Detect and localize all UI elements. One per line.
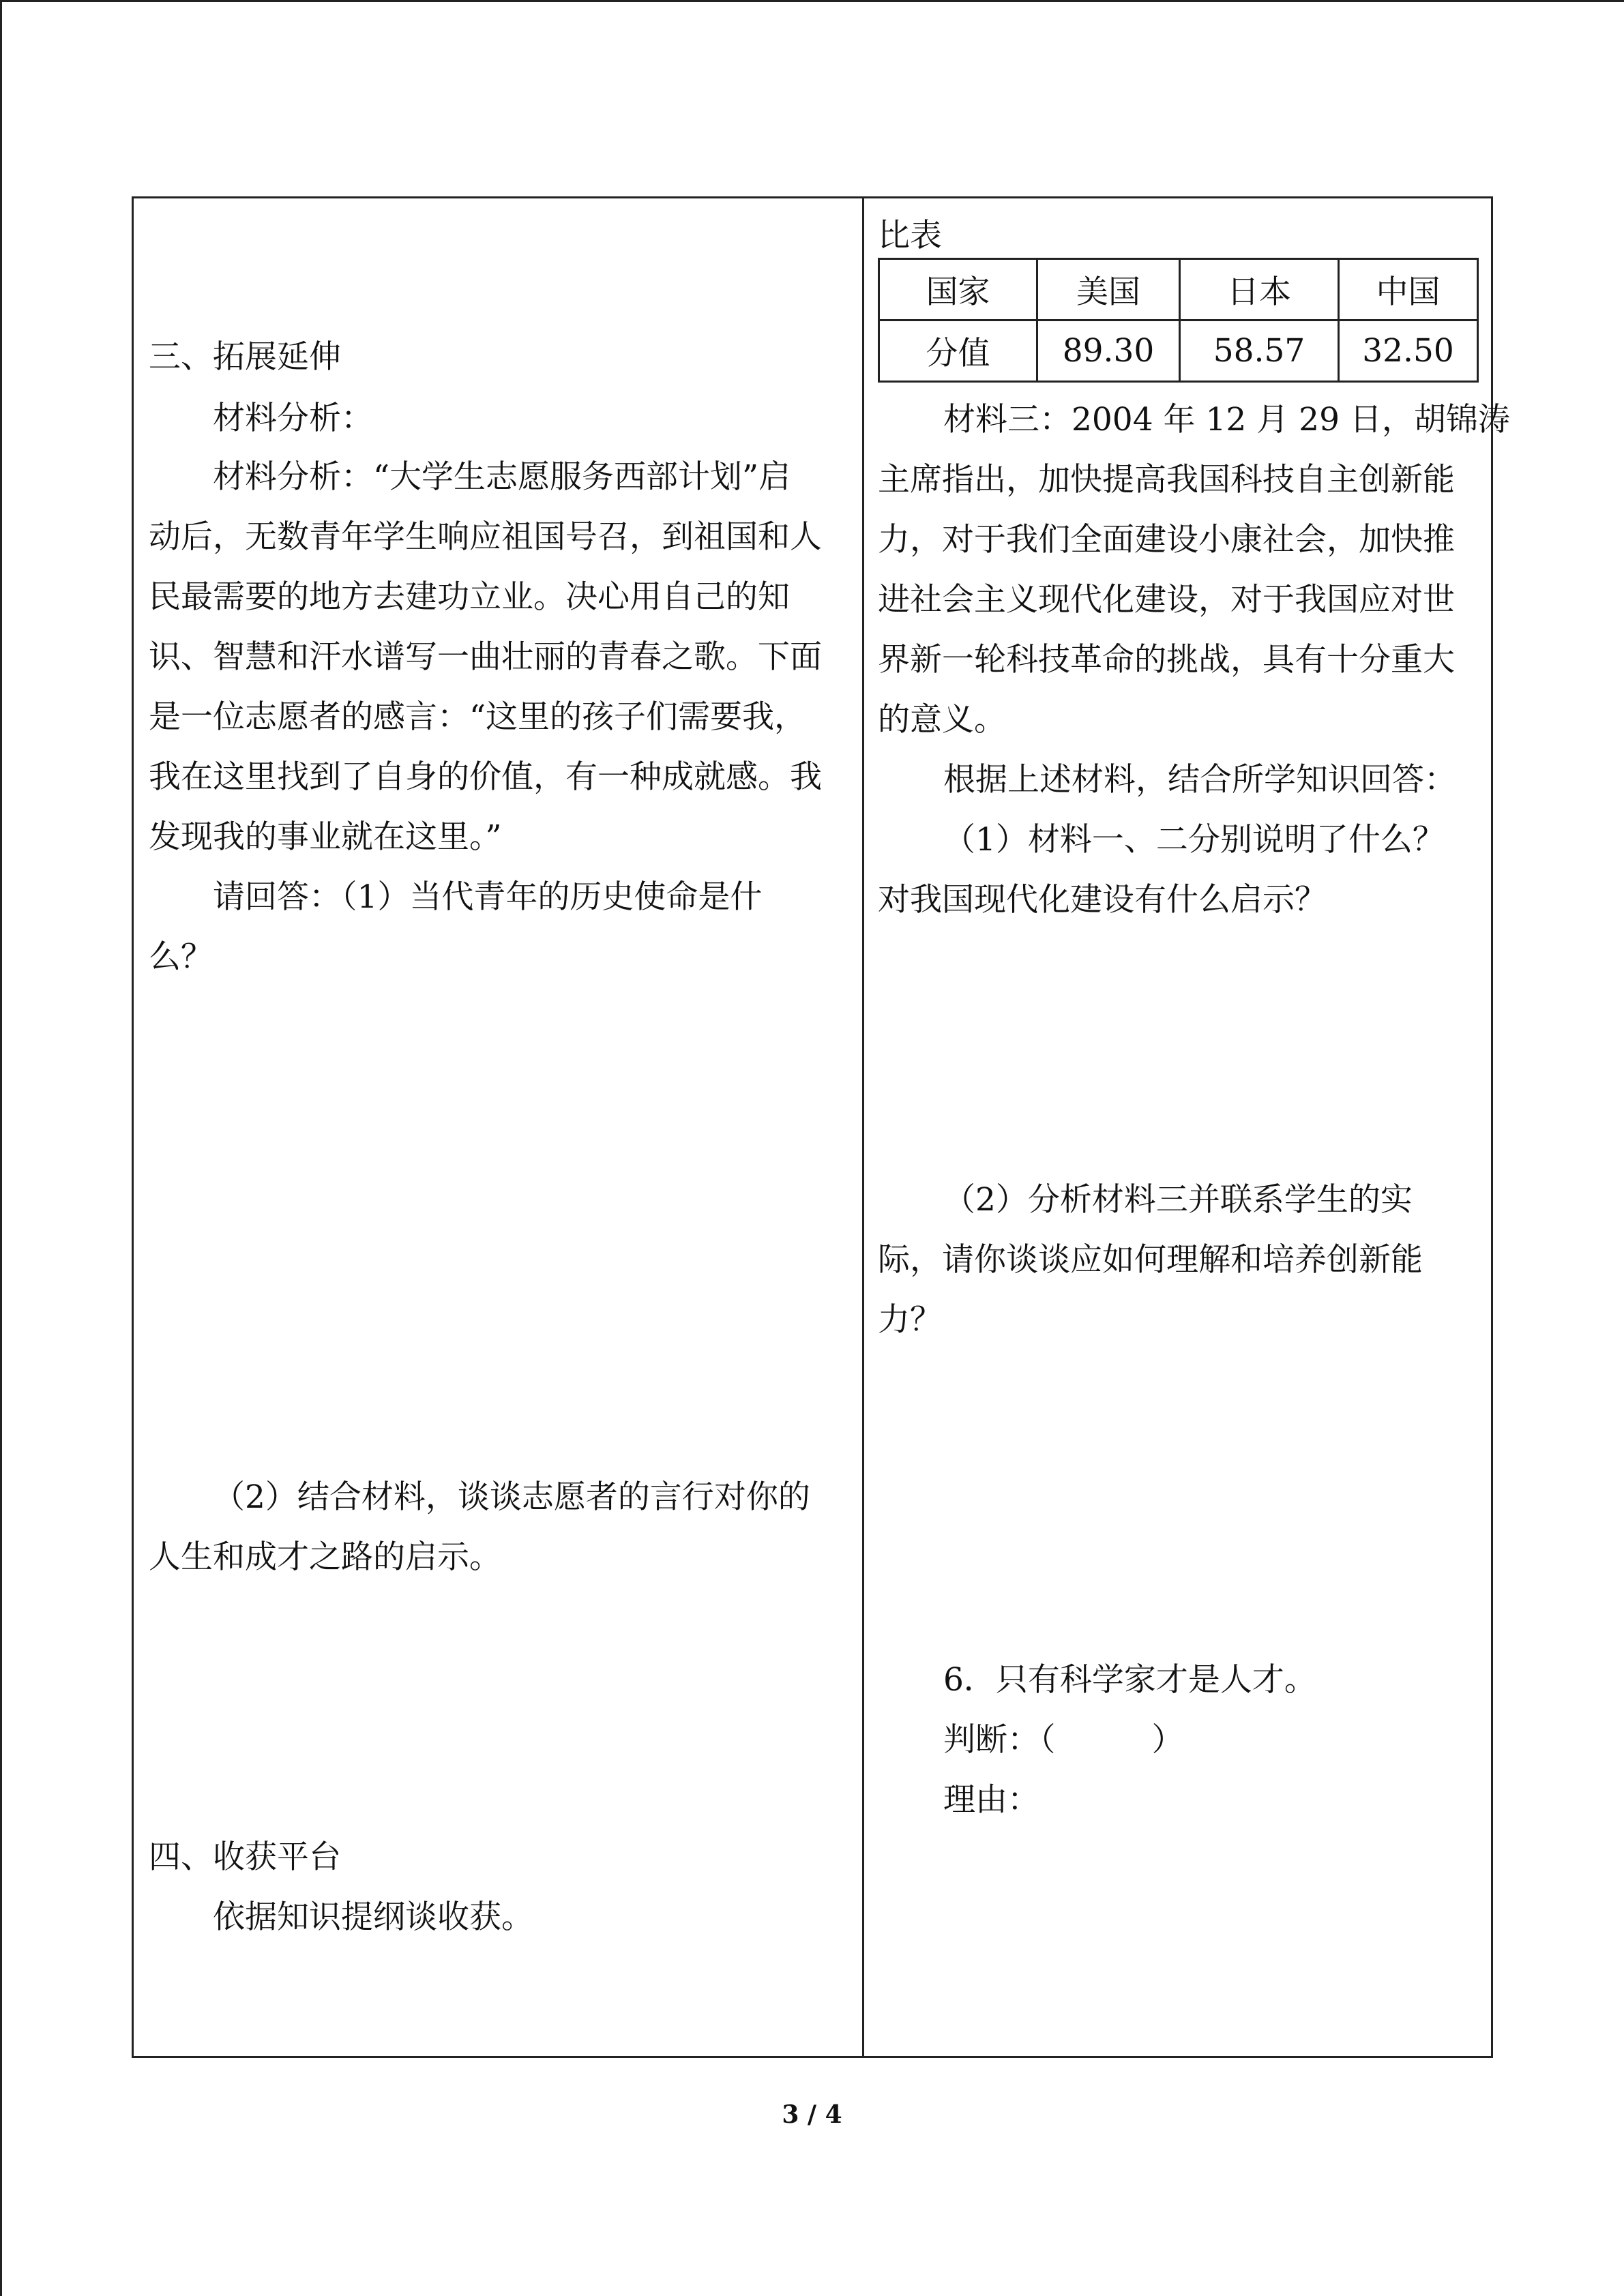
page-number: 3 / 4: [782, 2100, 842, 2129]
table-row: [879, 320, 1478, 382]
table-caption: 比表: [878, 217, 942, 254]
material-line: 发现我的事业就在这里。”: [149, 818, 502, 856]
table-cell: 89.30: [1037, 320, 1180, 382]
judge-line: 判断：（ ）: [943, 1721, 1184, 1759]
material-line: 动后，无数青年学生响应祖国号召，到祖国和人: [149, 518, 822, 556]
material-line: 民最需要的地方去建功立业。决心用自己的知: [149, 578, 790, 616]
material3-line: 材料三：2004 年 12 月 29 日，胡锦涛: [943, 401, 1510, 438]
table-header-cell: 中国: [1339, 259, 1478, 320]
question-line: （2）结合材料，谈谈志愿者的言行对你的: [213, 1478, 810, 1516]
instruction: 根据上述材料，结合所学知识回答：: [943, 761, 1456, 799]
question-line: 么？: [149, 938, 213, 976]
material3-line: 主席指出，加快提高我国科技自主创新能: [878, 461, 1455, 498]
question-line: （1）材料一、二分别说明了什么？: [943, 821, 1445, 859]
material-line: 识、智慧和汗水谱写一曲壮丽的青春之歌。下面: [149, 638, 822, 676]
material3-line: 的意义。: [878, 701, 1006, 739]
section4-title: 四、收获平台: [149, 1838, 341, 1876]
table-cell: 32.50: [1339, 320, 1478, 382]
material-line: 材料分析：“大学生志愿服务西部计划”启: [213, 458, 791, 496]
table-header-cell: 日本: [1180, 259, 1339, 320]
score-table: [878, 258, 1479, 383]
question-line: 请回答：（1）当代青年的历史使命是什: [213, 878, 763, 916]
material-line: 我在这里找到了自身的价值，有一种成就感。我: [149, 758, 822, 796]
table-row: [879, 259, 1478, 320]
material-label: 材料分析：: [213, 400, 373, 437]
question-line: 对我国现代化建设有什么启示？: [878, 881, 1327, 919]
table-cell: 58.57: [1180, 320, 1339, 382]
question-line: 人生和成才之路的启示。: [149, 1538, 501, 1576]
material-line: 是一位志愿者的感言：“这里的孩子们需要我，: [149, 698, 807, 736]
material3-line: 力，对于我们全面建设小康社会，加快推: [878, 521, 1455, 558]
question-6: 6．只有科学家才是人才。: [943, 1661, 1316, 1699]
column-divider: [862, 196, 864, 2058]
material3-line: 界新一轮科技革命的挑战，具有十分重大: [878, 641, 1455, 679]
section4-text: 依据知识提纲谈收获。: [213, 1898, 533, 1936]
material3-line: 进社会主义现代化建设，对于我国应对世: [878, 581, 1455, 618]
question-line: （2）分析材料三并联系学生的实: [943, 1181, 1413, 1219]
table-cell: 分值: [879, 320, 1037, 382]
question-line: 际，请你谈谈应如何理解和培养创新能: [878, 1241, 1423, 1279]
reason-line: 理由：: [943, 1781, 1039, 1819]
table-header-cell: 国家: [879, 259, 1037, 320]
table-header-cell: 美国: [1037, 259, 1180, 320]
question-line: 力？: [878, 1301, 942, 1339]
section3-title: 三、拓展延伸: [149, 338, 341, 376]
